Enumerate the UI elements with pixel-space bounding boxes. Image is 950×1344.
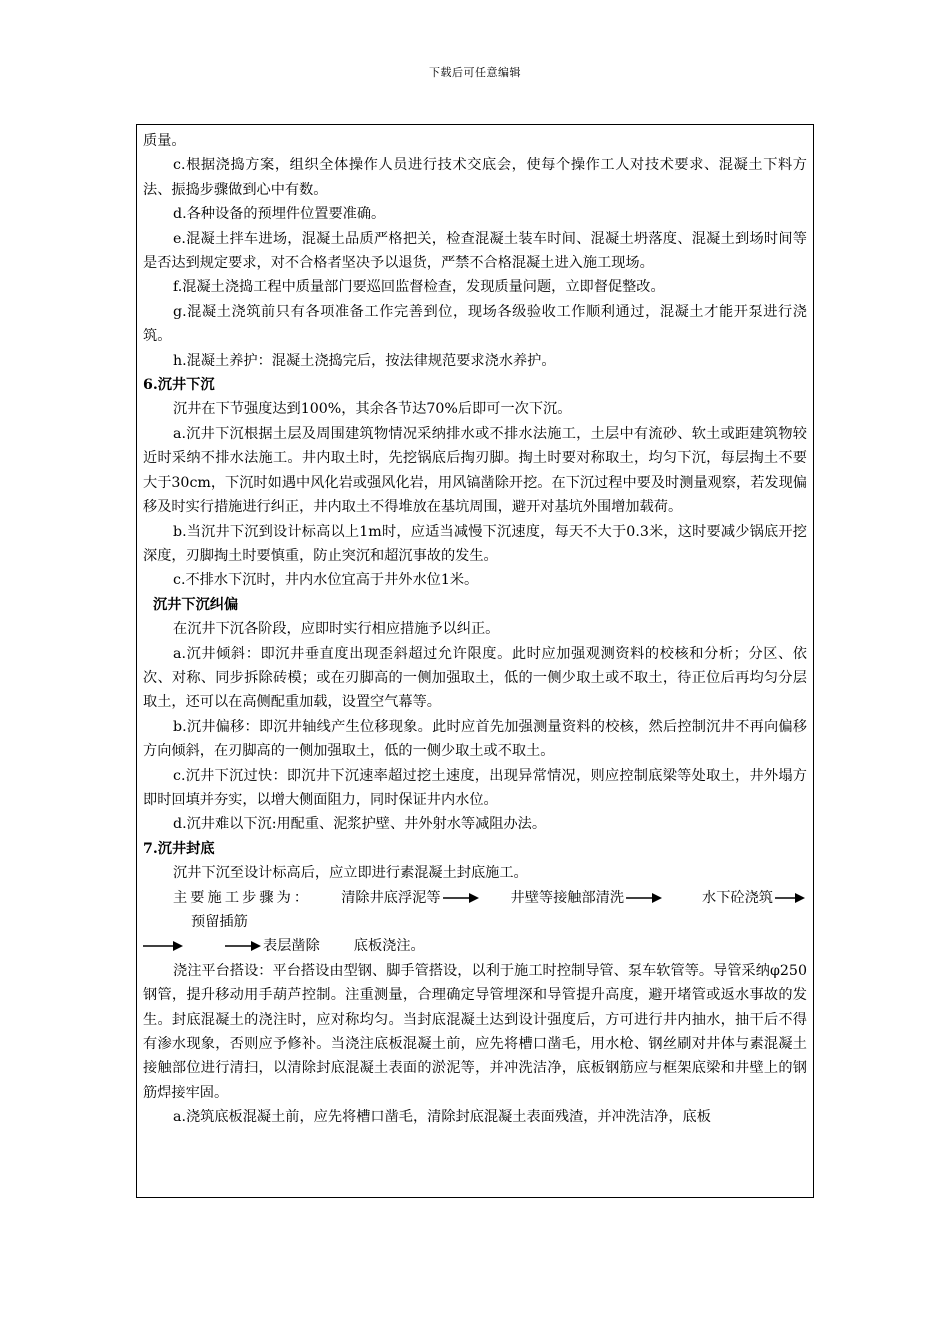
paragraph: c.沉井下沉过快：即沉井下沉速率超过挖土速度，出现异常情况，则应控制底梁等处取土，井外塌方即时回填并夯实，以增大侧面阻力，同时保证井内水位。 bbox=[143, 767, 807, 808]
arrow-right-icon bbox=[143, 941, 183, 951]
construction-steps-flow bbox=[143, 886, 807, 935]
paragraph: a.浇筑底板混凝土前，应先将槽口凿毛，清除封底混凝土表面残渣，并冲洗洁净，底板 bbox=[173, 1109, 711, 1126]
arrow-right-icon bbox=[626, 893, 662, 903]
paragraph: 沉井在下节强度达到100%，其余各节达70%后即可一次下沉。 bbox=[173, 401, 572, 418]
paragraph: e.混凝土拌车进场，混凝土品质严格把关，检查混凝土装车时间、混凝土坍落度、混凝土到场时间等是否达到规定要求，对不合格者坚决予以退货，严禁不合格混凝土进入施工现场。 bbox=[143, 230, 807, 272]
paragraph: g.混凝土浇筑前只有各项准备工作完善到位，现场各级验收工作顺利通过，混凝土才能开泵进行浇筑。 bbox=[143, 303, 807, 345]
content-table-cell bbox=[136, 124, 814, 1198]
paragraph: c.不排水下沉时，井内水位宜高于井外水位1米。 bbox=[173, 572, 479, 589]
paragraph: c.根据浇捣方案，组织全体操作人员进行技术交底会，使每个操作工人对技术要求、混凝土下料方法、振捣步骤做到心中有数。 bbox=[143, 157, 807, 198]
construction-steps-flow-cont bbox=[143, 934, 807, 958]
flow-step-3: 水下砼浇筑 bbox=[702, 889, 773, 906]
paragraph: b.当沉井下沉到设计标高以上1m时，应适当减慢下沉速度，每天不大于0.3米，这时要减少锅底开挖深度，刃脚掏土时要慎重，防止突沉和超沉事故的发生。 bbox=[143, 523, 807, 564]
arrow-right-icon bbox=[225, 941, 261, 951]
flow-step-5: 表层凿除 bbox=[263, 938, 320, 955]
paragraph: h.混凝土养护：混凝土浇捣完后，按法律规范要求浇水养护。 bbox=[173, 352, 556, 369]
flow-step-2: 井壁等接触部清洗 bbox=[510, 889, 625, 906]
flow-lead: 主要施工步骤为： bbox=[173, 889, 312, 906]
section-heading: 7.沉井封底 bbox=[143, 840, 215, 857]
paragraph-group-2 bbox=[143, 959, 807, 1130]
paragraph: a.沉井下沉根据土层及周围建筑物情况采纳排水或不排水法施工，土层中有流砂、软土或距建筑物较近时采纳不排水法施工。井内取土时，先挖锅底后掏刃脚。掏土时要对称取土，均匀下沉，每层掏土不要大于30cm，下沉时如遇中风化岩或强风化岩，用风镐凿除开挖。在下沉过程中要及时测量观察，若发现偏移及时实行措施进行纠正，井内取土不得堆放在基坑周围，避开对基坑外围增加载荷。 bbox=[143, 425, 807, 516]
paragraph: f.混凝土浇捣工程中质量部门要巡回监督检查，发现质量问题，立即督促整改。 bbox=[173, 279, 665, 296]
paragraph: d.各种设备的预埋件位置要准确。 bbox=[173, 206, 386, 223]
arrow-right-icon bbox=[775, 893, 805, 903]
paragraph: 在沉井下沉各阶段，应即时实行相应措施予以纠正。 bbox=[173, 621, 500, 638]
paragraph: 浇注平台搭设：平台搭设由型钢、脚手管搭设，以利于施工时控制导管、泵车软管等。导管采纳φ250钢管，提升移动用手葫芦控制。注重测量，合理确定导管埋深和导管提升高度，避开堵管或返水事故的发生。封底混凝土的浇注时，应对称均匀。当封底混凝土达到设计强度后，方可进行井内抽水，抽干后不得有渗水现象，否则应予修补。当浇注底板混凝土前，应先将槽口凿毛，用水枪、钢丝刷对井体与素混凝土接触部位进行清扫，以清除封底混凝土表面的淤泥等，并冲洗洁净，底板钢筋应与框架底梁和井壁上的钢筋焊接牢固。 bbox=[143, 962, 807, 1101]
page-header: 下载后可任意编辑 bbox=[429, 66, 521, 79]
flow-step-4: 预留插筋 bbox=[191, 914, 248, 930]
paragraph: 质量。 bbox=[143, 133, 186, 149]
paragraph: 沉井下沉至设计标高后，应立即进行素混凝土封底施工。 bbox=[173, 865, 528, 882]
flow-step-1: 清除井底浮泥等 bbox=[341, 889, 441, 906]
subsection-heading: 沉井下沉纠偏 bbox=[153, 596, 239, 613]
paragraph: b.沉井偏移：即沉井轴线产生位移现象。此时应首先加强测量资料的校核，然后控制沉井不再向偏移方向倾斜，在刃脚高的一侧加强取土，低的一侧少取土或不取土。 bbox=[143, 718, 807, 760]
section-heading: 6.沉井下沉 bbox=[143, 377, 215, 394]
flow-step-6: 底板浇注。 bbox=[353, 938, 425, 955]
arrow-right-icon bbox=[443, 893, 479, 903]
document-body bbox=[137, 125, 813, 1130]
paragraph: a.沉井倾斜：即沉井垂直度出现歪斜超过允许限度。此时应加强观测资料的校核和分析；分区、依次、对称、同步拆除砖模；或在刃脚高的一侧加强取土，低的一侧少取土或不取土，待正位后再均匀分层取土，还可以在高侧配重加载，设置空气幕等。 bbox=[143, 645, 807, 711]
paragraph: d.沉井难以下沉:用配重、泥浆护壁、井外射水等减阻办法。 bbox=[173, 816, 547, 833]
paragraph-group-1 bbox=[143, 129, 807, 886]
